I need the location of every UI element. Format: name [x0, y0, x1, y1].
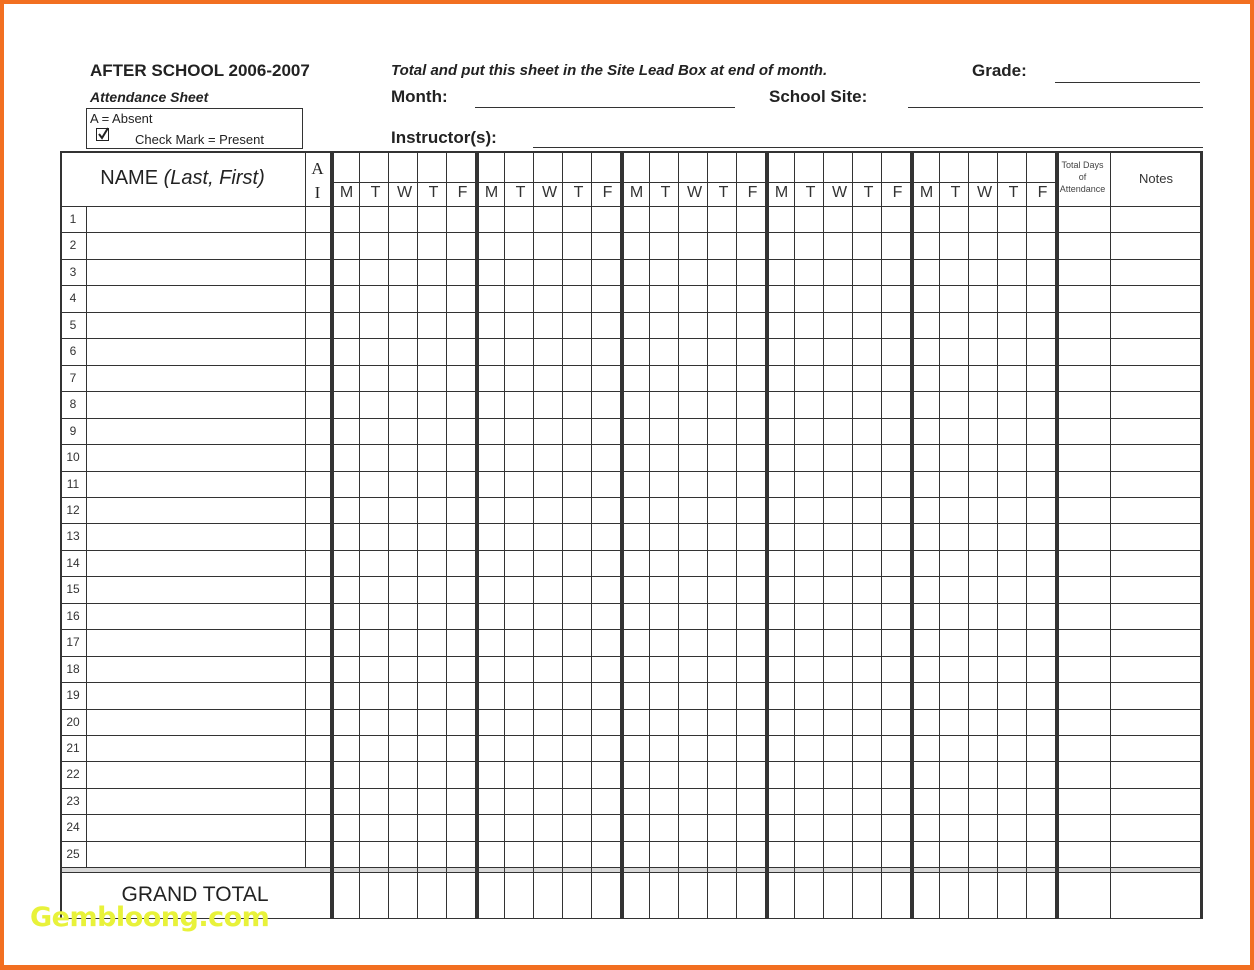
grand-total-separator	[60, 867, 1203, 873]
grid-vline	[997, 151, 998, 919]
grid-hline	[60, 497, 1203, 498]
day-header-week5-t: T	[1008, 184, 1019, 201]
legend-absent: A = Absent	[90, 111, 153, 126]
row-number: 11	[66, 476, 80, 491]
student-name-cell[interactable]	[88, 605, 303, 628]
student-name-cell[interactable]	[88, 790, 303, 813]
student-name-cell[interactable]	[88, 234, 303, 257]
day-header-week4-t: T	[805, 184, 816, 201]
grand-total-label: GRAND TOTAL	[121, 883, 269, 906]
name-column-header	[60, 167, 305, 190]
student-name-cell[interactable]	[88, 261, 303, 284]
student-name-cell[interactable]	[88, 446, 303, 469]
row-number: 21	[66, 741, 80, 755]
student-name-cell[interactable]	[88, 816, 303, 839]
grid-vline	[736, 151, 737, 919]
grid-vline	[504, 151, 505, 919]
student-name-cell[interactable]	[88, 208, 303, 231]
day-header-week5-t: T	[950, 184, 961, 201]
row-number: 24	[66, 820, 80, 835]
grid-hline	[60, 338, 1203, 339]
grid-vline	[417, 151, 418, 919]
row-number: 10	[66, 450, 80, 465]
row-number: 20	[66, 714, 80, 729]
day-header-week1-m: M	[339, 184, 354, 201]
row-number: 1	[69, 212, 77, 226]
total-header-line1: Total Days	[1061, 160, 1104, 170]
grid-hline	[60, 391, 1203, 392]
row-number: 12	[66, 502, 80, 517]
day-header-week4-t: T	[863, 184, 874, 201]
grid-vline	[910, 151, 914, 919]
grid-vline	[968, 151, 969, 919]
grid-hline	[60, 656, 1203, 657]
student-name-cell[interactable]	[88, 763, 303, 786]
student-name-cell[interactable]	[88, 658, 303, 681]
grid-hline	[60, 735, 1203, 736]
attendance-grid	[60, 151, 1203, 919]
grid-vline	[707, 151, 708, 919]
grid-hline	[60, 761, 1203, 762]
row-number: 23	[66, 793, 80, 808]
student-name-cell[interactable]	[88, 552, 303, 575]
school-site-field[interactable]	[908, 107, 1203, 108]
grid-vline	[794, 151, 795, 919]
grid-hline	[330, 182, 1055, 183]
day-header-week4-m: M	[774, 184, 789, 201]
grid-vline	[533, 151, 534, 919]
grid-hline	[60, 550, 1203, 551]
legend-box	[86, 108, 303, 149]
grid-hline	[60, 444, 1203, 445]
day-header-week4-f: F	[892, 184, 903, 201]
grid-hline	[60, 841, 1203, 842]
row-number: 4	[69, 291, 77, 306]
day-header-week5-w: W	[976, 184, 993, 201]
grid-vline	[881, 151, 882, 919]
student-name-cell[interactable]	[88, 340, 303, 363]
ai-header-top: A	[311, 159, 324, 178]
day-header-week2-m: M	[484, 184, 499, 201]
row-number: 9	[69, 423, 77, 438]
grid-hline	[60, 259, 1203, 260]
grid-hline	[60, 788, 1203, 789]
row-number: 13	[66, 529, 80, 544]
sheet-title: AFTER SCHOOL 2006-2007	[90, 61, 310, 80]
month-field[interactable]	[475, 107, 735, 108]
instruction-text: Total and put this sheet in the Site Lead Box at end of month.	[391, 62, 828, 79]
student-name-cell[interactable]	[88, 314, 303, 337]
grid-hline	[60, 682, 1203, 683]
row-number: 25	[66, 846, 80, 861]
sheet-subtitle: Attendance Sheet	[90, 89, 209, 105]
grid-vline	[86, 206, 87, 868]
grid-hline	[60, 629, 1203, 630]
day-header-week3-w: W	[686, 184, 703, 201]
row-number: 19	[66, 688, 80, 703]
grid-vline	[1200, 151, 1203, 919]
watermark: Gembloong.com	[30, 902, 270, 933]
school-site-label: School Site:	[769, 87, 868, 106]
grid-hline	[60, 814, 1203, 815]
grid-vline	[649, 151, 650, 919]
row-number: 5	[69, 317, 77, 332]
grid-hline	[60, 312, 1203, 313]
grid-vline	[475, 151, 479, 919]
instructors-label: Instructor(s):	[391, 128, 497, 147]
student-name-cell[interactable]	[88, 473, 303, 496]
student-name-cell[interactable]	[88, 631, 303, 654]
grid-vline	[1026, 151, 1027, 919]
grid-hline	[60, 151, 1203, 153]
day-header-week2-t: T	[573, 184, 584, 201]
student-name-cell[interactable]	[88, 711, 303, 734]
day-header-week1-t: T	[370, 184, 381, 201]
grid-vline	[330, 151, 334, 919]
total-header-line3: Attendance	[1059, 184, 1106, 194]
month-label: Month:	[391, 87, 448, 106]
day-header-week3-m: M	[629, 184, 644, 201]
legend-present: Check Mark = Present	[135, 132, 264, 147]
day-header-week1-w: W	[396, 184, 413, 201]
grid-vline	[1055, 151, 1059, 919]
row-number: 15	[66, 582, 80, 597]
grid-vline	[939, 151, 940, 919]
grid-hline	[60, 603, 1203, 604]
row-number: 6	[69, 344, 77, 359]
grid-vline	[359, 151, 360, 919]
student-name-cell[interactable]	[88, 393, 303, 416]
name-header-text: NAME	[100, 167, 159, 189]
day-header-week1-f: F	[457, 184, 468, 201]
row-number: 14	[66, 555, 80, 570]
grid-hline	[60, 206, 1203, 207]
student-name-cell[interactable]	[88, 367, 303, 390]
grid-hline	[60, 418, 1203, 419]
student-name-cell[interactable]	[88, 287, 303, 310]
day-header-week3-f: F	[747, 184, 758, 201]
ai-header-bottom: I	[314, 183, 321, 202]
grid-hline	[60, 576, 1203, 577]
row-number: 8	[69, 397, 77, 412]
row-number: 18	[66, 661, 80, 676]
grid-hline	[60, 523, 1203, 524]
grid-hline	[60, 709, 1203, 710]
grade-label: Grade:	[972, 61, 1027, 80]
total-header-line2: of	[1078, 172, 1087, 182]
grid-hline	[60, 471, 1203, 472]
grid-vline	[620, 151, 624, 919]
grid-vline	[1110, 151, 1111, 919]
day-header-week5-f: F	[1037, 184, 1048, 201]
grid-hline	[60, 232, 1203, 233]
instructors-field[interactable]	[533, 147, 1203, 148]
day-header-week4-w: W	[831, 184, 848, 201]
row-number: 22	[66, 767, 80, 782]
student-name-cell[interactable]	[88, 420, 303, 443]
grid-hline	[60, 365, 1203, 366]
total-days-header	[1055, 159, 1110, 195]
row-number: 17	[66, 635, 80, 650]
student-name-cell[interactable]	[88, 578, 303, 601]
grid-vline	[765, 151, 769, 919]
row-number: 2	[69, 238, 77, 253]
grid-vline	[591, 151, 592, 919]
grid-vline	[446, 151, 447, 919]
day-header-week3-t: T	[660, 184, 671, 201]
row-number: 3	[69, 264, 77, 279]
day-header-week5-m: M	[919, 184, 934, 201]
grid-hline	[60, 285, 1203, 286]
row-number: 7	[69, 370, 77, 385]
student-name-cell[interactable]	[88, 525, 303, 548]
day-header-week2-t: T	[515, 184, 526, 201]
grid-vline	[562, 151, 563, 919]
day-header-week2-w: W	[541, 184, 558, 201]
day-header-week3-t: T	[718, 184, 729, 201]
grid-vline	[823, 151, 824, 919]
name-header-hint: (Last, First)	[163, 167, 265, 189]
day-header-week1-t: T	[428, 184, 439, 201]
student-name-cell[interactable]	[88, 843, 303, 866]
checkbox-checked-icon	[96, 128, 109, 141]
grid-vline	[678, 151, 679, 919]
day-header-week2-f: F	[602, 184, 613, 201]
student-name-cell[interactable]	[88, 737, 303, 760]
grid-vline	[305, 151, 306, 868]
notes-header: Notes	[1139, 171, 1173, 186]
student-name-cell[interactable]	[88, 684, 303, 707]
grade-field[interactable]	[1055, 82, 1200, 83]
grid-vline	[852, 151, 853, 919]
row-number: 16	[66, 608, 80, 623]
grid-vline	[388, 151, 389, 919]
student-name-cell[interactable]	[88, 499, 303, 522]
